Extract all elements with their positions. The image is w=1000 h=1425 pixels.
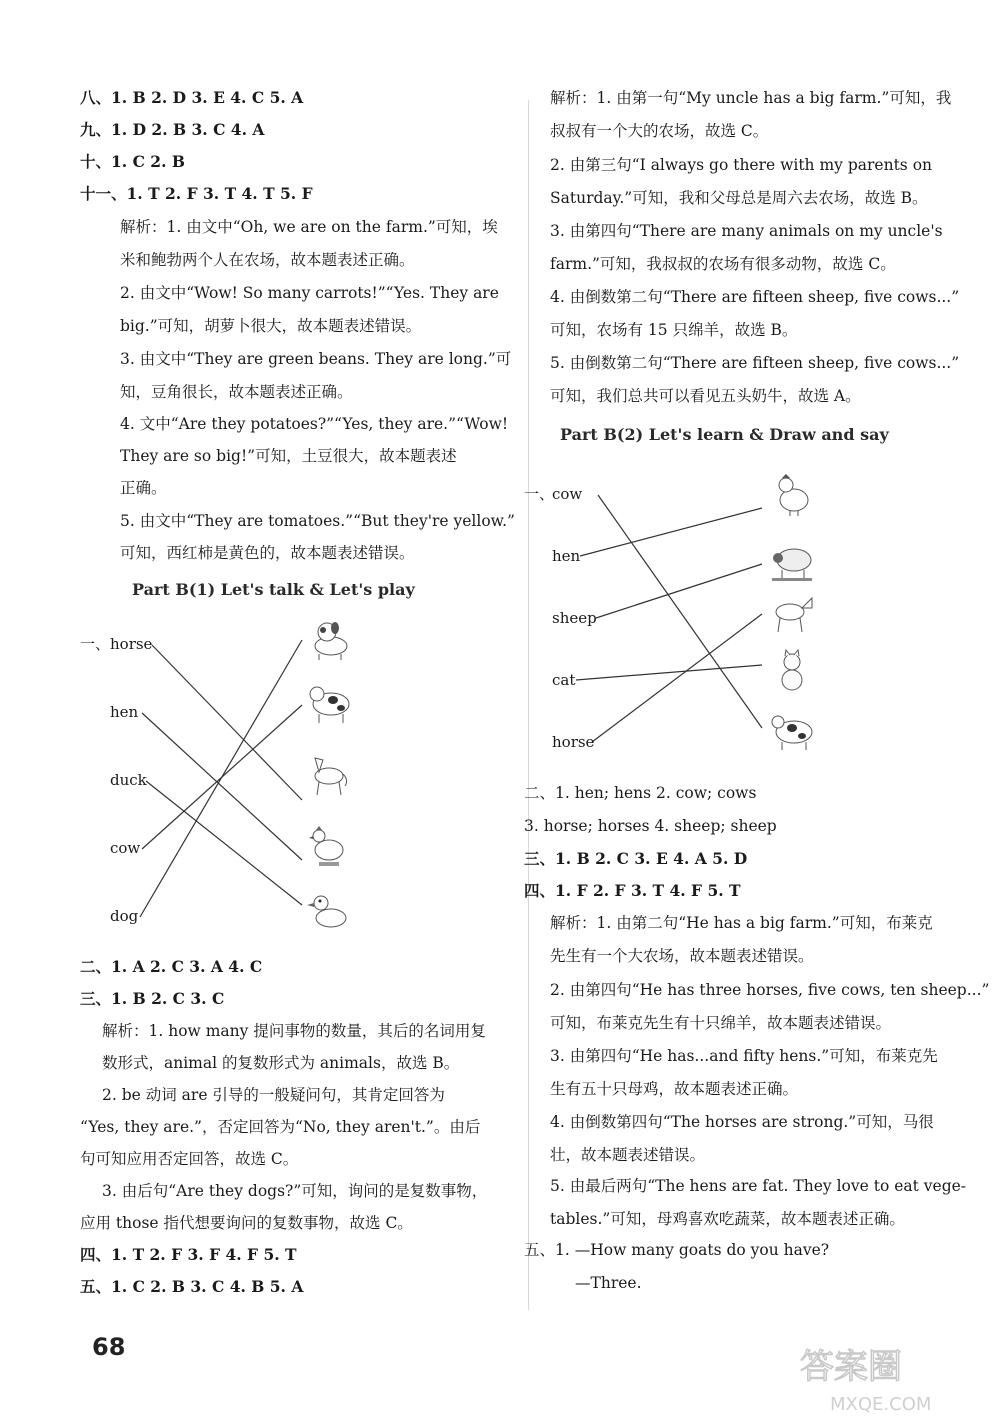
explanation-line: Saturday.”可知，我和父母总是周六去农场，故选 B。 [550, 189, 928, 207]
explanation-line: 叔叔有一个大的农场，故选 C。 [550, 122, 769, 140]
question-prefix: 一、 [80, 635, 111, 653]
explanation-line: big.”可知，胡萝卜很大，故本题表述错误。 [120, 317, 422, 335]
match-line [152, 645, 302, 800]
word-hen: hen [552, 547, 581, 565]
explanation-line: 4. 文中“Are they potatoes?”“Yes, they are.”“Wow! [120, 415, 509, 433]
word-duck: duck [110, 771, 147, 789]
explanation-line: 应用 those 指代想要询问的复数事物，故选 C。 [80, 1214, 413, 1232]
explanation-line: 生有五十只母鸡，故本题表述正确。 [550, 1080, 799, 1098]
cat-picture [768, 648, 816, 694]
explanation-line: 5. 由文中“They are tomatoes.”“But they're yellow.” [120, 512, 515, 530]
word-cow: cow [552, 485, 583, 503]
svg-text:答案圈: 答案圈 [800, 1347, 902, 1387]
answer-line: 二、1. A 2. C 3. A 4. C [80, 957, 263, 976]
explanation-line: 3. 由第四句“He has...and fifty hens.”可知，布莱克先 [550, 1047, 938, 1065]
answer-line: 四、1. T 2. F 3. F 4. F 5. T [80, 1245, 297, 1264]
match-line [576, 665, 762, 680]
explanation-line: 4. 由倒数第四句“The horses are strong.”可知，马很 [550, 1113, 934, 1131]
svg-text:MXQE.COM: MXQE.COM [830, 1394, 932, 1415]
match-line [140, 640, 302, 917]
word-horse: horse [110, 635, 153, 653]
answer-line: 八、1. B 2. D 3. E 4. C 5. A [80, 88, 304, 107]
word-hen: hen [110, 703, 139, 721]
word-sheep: sheep [552, 609, 597, 627]
answer-line: 十一、1. T 2. F 3. T 4. T 5. F [80, 184, 313, 203]
answer-line: 四、1. F 2. F 3. T 4. F 5. T [524, 881, 741, 900]
explanation-line: 可知，布莱克先生有十只绵羊，故本题表述错误。 [550, 1014, 892, 1032]
match-line [592, 614, 762, 742]
explanation-line: They are so big!”可知，土豆很大，故本题表述 [120, 447, 457, 465]
explanation-line: 数形式，animal 的复数形式为 animals，故选 B。 [102, 1054, 460, 1072]
answer-line: 3. horse; horses 4. sheep; sheep [524, 817, 777, 835]
match-line [142, 713, 302, 860]
explanation-line: 2. be 动词 are 引导的一般疑问句，其肯定回答为 [102, 1086, 445, 1104]
answer-line: 三、1. B 2. C 3. E 4. A 5. D [524, 849, 748, 868]
watermark-logo [790, 1338, 990, 1418]
explanation-line: 解析：1. 由第二句“He has a big farm.”可知，布莱克 [550, 914, 933, 932]
explanation-line: 知，豆角很长，故本题表述正确。 [120, 383, 353, 401]
explanation-line: 解析：1. how many 提问事物的数量，其后的名词用复 [102, 1022, 486, 1040]
cow-picture [305, 680, 353, 726]
explanation-line: 可知，我们总共可以看见五头奶牛，故选 A。 [550, 387, 861, 405]
hen-picture [305, 822, 353, 868]
word-cat: cat [552, 671, 576, 689]
question-prefix: 一、 [524, 485, 555, 503]
word-cow: cow [110, 839, 141, 857]
explanation-line: 解析：1. 由第一句“My uncle has a big farm.”可知，我 [550, 89, 952, 107]
hen-picture [768, 472, 816, 518]
answer-line: 二、1. hen; hens 2. cow; cows [524, 784, 757, 802]
duck-picture [305, 888, 353, 934]
explanation-line: 4. 由倒数第二句“There are fifteen sheep, five cows...” [550, 288, 960, 306]
answer-line: 三、1. B 2. C 3. C [80, 989, 225, 1008]
match-line [146, 781, 302, 905]
section-title: Part B(2) Let's learn & Draw and say [560, 425, 889, 444]
horse-picture [768, 590, 816, 636]
explanation-line: 米和鲍勃两个人在农场，故本题表述正确。 [120, 251, 415, 269]
explanation-line: farm.”可知，我叔叔的农场有很多动物，故选 C。 [550, 255, 896, 273]
answer-line: 五、1. C 2. B 3. C 4. B 5. A [80, 1277, 304, 1296]
explanation-line: 3. 由第四句“There are many animals on my uncle's [550, 222, 943, 240]
sheep-picture [768, 538, 816, 584]
answer-line: 五、1. —How many goats do you have? [524, 1241, 830, 1259]
explanation-line: “Yes, they are.”，否定回答为“No, they aren't.”。由后 [80, 1118, 481, 1136]
answer-line: 十、1. C 2. B [80, 152, 185, 171]
horse-picture [305, 752, 353, 798]
explanation-line: 5. 由最后两句“The hens are fat. They love to eat vege- [550, 1177, 967, 1195]
page-number: 68 [92, 1333, 126, 1361]
word-dog: dog [110, 907, 139, 925]
cow-picture [768, 706, 816, 752]
explanation-line: 2. 由第四句“He has three horses, five cows, ten sheep...” [550, 981, 990, 999]
explanation-line: 壮，故本题表述错误。 [550, 1146, 706, 1164]
answer-line: —Three. [575, 1274, 642, 1292]
explanation-line: 2. 由文中“Wow! So many carrots!”“Yes. They are [120, 284, 499, 302]
explanation-line: 5. 由倒数第二句“There are fifteen sheep, five cows...” [550, 354, 960, 372]
explanation-line: 可知，西红柿是黄色的，故本题表述错误。 [120, 544, 415, 562]
word-horse: horse [552, 733, 595, 751]
explanation-line: 解析：1. 由文中“Oh, we are on the farm.”可知，埃 [120, 218, 498, 236]
explanation-line: 3. 由后句“Are they dogs?”可知，询问的是复数事物， [102, 1182, 488, 1200]
explanation-line: 先生有一个大农场，故本题表述错误。 [550, 947, 814, 965]
explanation-line: 正确。 [120, 479, 167, 497]
explanation-line: tables.”可知，母鸡喜欢吃蔬菜，故本题表述正确。 [550, 1210, 905, 1228]
section-title: Part B(1) Let's talk & Let's play [132, 580, 415, 599]
explanation-line: 句可知应用否定回答，故选 C。 [80, 1150, 299, 1168]
explanation-line: 可知，农场有 15 只绵羊，故选 B。 [550, 321, 798, 339]
answer-line: 九、1. D 2. B 3. C 4. A [80, 120, 265, 139]
dog-picture [305, 618, 353, 664]
explanation-line: 3. 由文中“They are green beans. They are long.”可 [120, 350, 512, 368]
explanation-line: 2. 由第三句“I always go there with my parents on [550, 156, 933, 174]
match-line [580, 508, 762, 556]
